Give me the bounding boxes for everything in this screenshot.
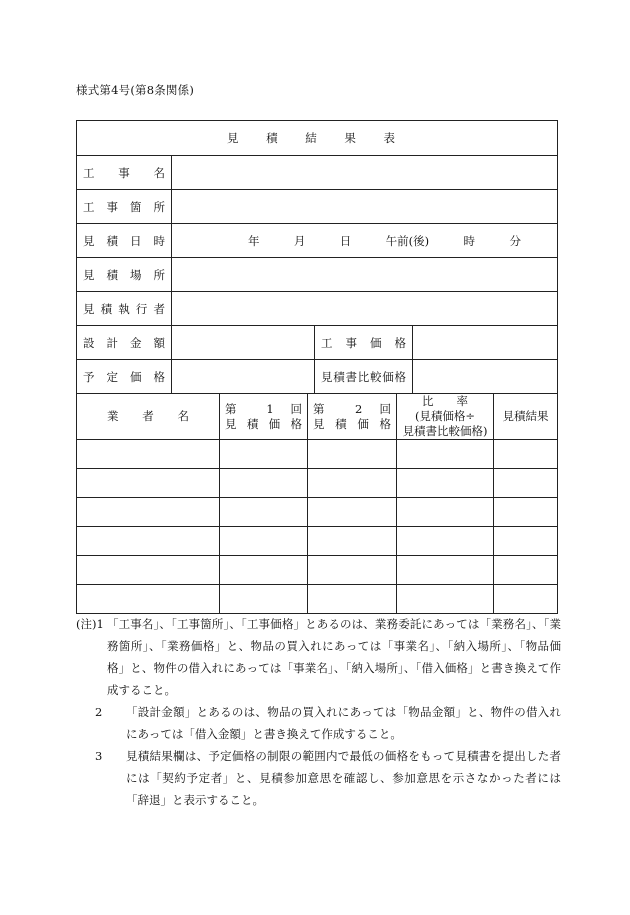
- note-text: 見積結果欄は、予定価格の制限の範囲内で最低の価格をもって見積書を提出した者には「契約予定者」と、見積参加意思を確認し、参加意思を示さなかった者には「辞退」と表示すること。: [126, 749, 561, 807]
- header-round-1: 第 1 回 見 積 価 格: [220, 394, 308, 440]
- cell-round-1[interactable]: [220, 527, 308, 556]
- label-estimate-executor: 見積執行者: [77, 292, 172, 326]
- cell-result[interactable]: [494, 556, 558, 585]
- cell-round-2[interactable]: [308, 585, 397, 614]
- header-vendor-name: 業 者 名: [77, 394, 220, 440]
- cell-round-2[interactable]: [308, 440, 397, 469]
- value-estimate-executor[interactable]: [172, 292, 558, 326]
- cell-round-2[interactable]: [308, 498, 397, 527]
- value-design-amount[interactable]: [172, 326, 315, 360]
- cell-ratio[interactable]: [397, 469, 494, 498]
- form-number-label: 様式第4号(第8条関係): [76, 83, 195, 97]
- cell-vendor[interactable]: [77, 469, 220, 498]
- cell-ratio[interactable]: [397, 498, 494, 527]
- label-planned-price: 予 定 価 格: [77, 360, 172, 394]
- table-row: [77, 440, 558, 469]
- cell-vendor[interactable]: [77, 498, 220, 527]
- cell-round-2[interactable]: [308, 556, 397, 585]
- header-result: 見積結果: [494, 394, 558, 440]
- note-number: 2: [95, 705, 114, 719]
- label-estimate-place: 見 積 場 所: [77, 258, 172, 292]
- cell-result[interactable]: [494, 585, 558, 614]
- cell-round-2[interactable]: [308, 527, 397, 556]
- note-item: [76, 701, 561, 745]
- value-estimate-place[interactable]: [172, 258, 558, 292]
- label-construction-price: 工 事 価 格: [315, 326, 413, 360]
- label-estimate-datetime: 見 積 日 時: [77, 224, 172, 258]
- table-row: [77, 469, 558, 498]
- cell-result[interactable]: [494, 440, 558, 469]
- ampm-label: 午前(後): [385, 233, 430, 248]
- cell-round-1[interactable]: [220, 556, 308, 585]
- month-label: 月: [293, 233, 306, 248]
- estimate-result-table: [76, 120, 557, 614]
- label-design-amount: 設 計 金 額: [77, 326, 172, 360]
- header-ratio: 比 率 (見積価格÷ 見積書比較価格): [397, 394, 494, 440]
- cell-ratio[interactable]: [397, 527, 494, 556]
- hour-label: 時: [463, 233, 476, 248]
- day-label: 日: [339, 233, 352, 248]
- cell-ratio[interactable]: [397, 585, 494, 614]
- cell-vendor[interactable]: [77, 585, 220, 614]
- cell-vendor[interactable]: [77, 440, 220, 469]
- cell-round-1[interactable]: [220, 469, 308, 498]
- cell-result[interactable]: [494, 498, 558, 527]
- value-construction-price[interactable]: [413, 326, 558, 360]
- notes-section: [76, 613, 561, 811]
- table-title: 見 積 結 果 表: [77, 121, 558, 156]
- value-planned-price[interactable]: [172, 360, 315, 394]
- cell-result[interactable]: [494, 469, 558, 498]
- table-row: [77, 498, 558, 527]
- cell-round-1[interactable]: [220, 498, 308, 527]
- table-row: [77, 556, 558, 585]
- minute-label: 分: [509, 233, 521, 248]
- cell-vendor[interactable]: [77, 527, 220, 556]
- header-round-2: 第 2 回 見 積 価 格: [308, 394, 397, 440]
- cell-ratio[interactable]: [397, 556, 494, 585]
- note-number: 3: [95, 749, 114, 763]
- label-construction-name: 工 事 名: [77, 156, 172, 190]
- note-item: [76, 745, 561, 811]
- value-comparison-price[interactable]: [413, 360, 558, 394]
- note-number: (注)1: [76, 617, 116, 631]
- cell-round-1[interactable]: [220, 440, 308, 469]
- value-construction-place[interactable]: [172, 190, 558, 224]
- value-estimate-datetime[interactable]: [172, 224, 558, 258]
- label-construction-place: 工 事 箇 所: [77, 190, 172, 224]
- label-comparison-price: 見積書比較価格: [315, 360, 413, 394]
- cell-round-1[interactable]: [220, 585, 308, 614]
- cell-round-2[interactable]: [308, 469, 397, 498]
- cell-vendor[interactable]: [77, 556, 220, 585]
- cell-result[interactable]: [494, 527, 558, 556]
- note-item: [76, 613, 561, 701]
- value-construction-name[interactable]: [172, 156, 558, 190]
- table-row: [77, 585, 558, 614]
- cell-ratio[interactable]: [397, 440, 494, 469]
- table-row: [77, 527, 558, 556]
- note-text: 「設計金額」とあるのは、物品の買入れにあっては「物品金額」と、物件の借入れにあっては「借入金額」と書き換えて作成すること。: [126, 705, 561, 741]
- year-label: 年: [248, 233, 260, 248]
- note-text: 「工事名」、「工事箇所」、「工事価格」とあるのは、業務委託にあっては「業務名」、「業務箇所」、「業務価格」と、物品の買入れにあっては「事業名」、「納入場所」、「物品価格」と、物件の借入れにあっては「事業名」、「納入場所」、「借入価格」と書き換えて作成すること。: [107, 617, 561, 697]
